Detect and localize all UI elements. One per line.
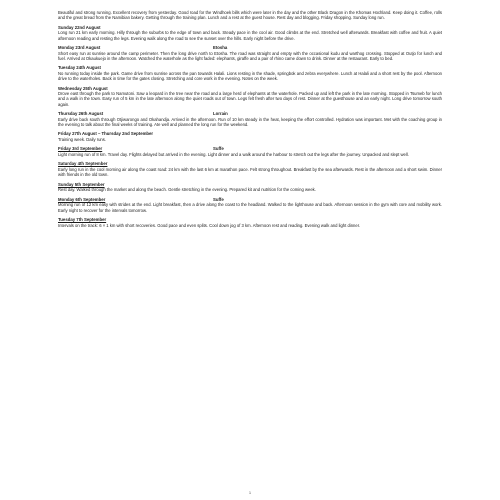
entry-body: Intervals on the track: 6 × 1 km with short recoveries. Good pace and even splits. Cool down jog of 3 km. Afternoon rest and reading. Evening walk and light dinner. bbox=[58, 222, 361, 228]
entry-body: Short easy run at sunrise around the camp perimeter. Then the long drive north to Etosha. The road was straight and empty with the occasional kudu and warthog crossing. Stopped at Outjo for lunch and fuel. Arrived at Okaukuejo in the afternoon. Watched the waterhole as the light faded: elephants, giraffe and a pair of rhino came down to drink. Dinner at the restaurant. Early to bed. bbox=[58, 50, 442, 61]
entry-monday-23 bbox=[58, 45, 442, 61]
entry-intro bbox=[58, 10, 442, 21]
entry-body: Early drive back south through Otjiwarongo and Okahandja. Arrived in the afternoon. Run of 10 km steady in the heat, keeping the effort controlled. Hydration was important. Met with the coaching group in the evening to talk about the final weeks of training. Ate well and planned the long run for the weekend. bbox=[58, 116, 442, 127]
entry-heading bbox=[58, 161, 442, 167]
entry-heading bbox=[58, 86, 442, 92]
entry-date: Monday 6th September bbox=[58, 196, 106, 202]
entry-heading bbox=[58, 25, 442, 31]
entry-date: Thursday 26th August bbox=[58, 111, 104, 117]
entry-date: Friday 3rd September bbox=[58, 146, 103, 152]
entry-date: Saturday 4th September bbox=[58, 161, 108, 167]
entry-thursday-26 bbox=[58, 111, 442, 127]
entry-body: Rest day. Walked through the market and along the beach. Gentle stretching in the evening. Prepared kit and nutrition for the coming week. bbox=[58, 187, 316, 193]
entry-date: Wednesday 25th August bbox=[58, 85, 108, 91]
entry-saturday-4 bbox=[58, 161, 442, 177]
entry-location: Lorrain bbox=[213, 111, 228, 117]
document-page bbox=[58, 10, 442, 490]
entry-tuesday-24 bbox=[58, 65, 442, 81]
entry-heading bbox=[58, 111, 442, 117]
entry-date: Friday 27th August – Thursday 2nd September bbox=[58, 131, 154, 137]
entry-location: Etosha bbox=[213, 44, 228, 50]
entry-date: Sunday 22nd August bbox=[58, 24, 101, 30]
entry-date: Monday 23rd August bbox=[58, 44, 101, 50]
entry-location: Suffe bbox=[213, 146, 224, 152]
entry-heading bbox=[58, 146, 442, 152]
entry-tuesday-7 bbox=[58, 217, 442, 228]
entry-body: Drove east through the park to Namutoni. Saw a leopard in the tree near the road and a large herd of elephants at the waterhole. Packed up and left the park in the late morning. Stopped in Tsumeb for lunch and a walk in the town. Easy run of 5 km in the late afternoon along the quiet roads out of town. Legs felt fresh after two days of rest. Dinner at the guesthouse and an early night. Long drive tomorrow south again. bbox=[58, 91, 442, 107]
entry-sunday-22 bbox=[58, 25, 442, 41]
entry-body: Light morning run of 8 km. Travel day. Flights delayed but arrived in the evening. Light dinner and a walk around the harbour to stretch out the legs after the journey. Unpacked and slept well. bbox=[58, 151, 409, 157]
entry-heading bbox=[58, 182, 442, 188]
entry-heading bbox=[58, 217, 442, 223]
entry-monday-6 bbox=[58, 197, 442, 213]
entry-date: Sunday 5th September bbox=[58, 181, 105, 187]
entry-friday-3 bbox=[58, 146, 442, 157]
entry-friday-27-range bbox=[58, 131, 442, 142]
entry-heading bbox=[58, 197, 442, 203]
entry-heading bbox=[58, 131, 442, 137]
entry-sunday-5 bbox=[58, 182, 442, 193]
entry-body: Training week. Daily runs. bbox=[58, 136, 107, 142]
page-number: 1 bbox=[248, 490, 252, 495]
entry-date: Tuesday 24th August bbox=[58, 65, 101, 71]
entry-body: Long run 21 km early morning. Hilly through the suburbs to the edge of town and back. Steady pace in the cool air. Good climbs at the end. Stretched well afterwards. Breakfast with coffee and fruit. A quiet afternoon reading and resting the legs. Evening walk along the road to see the sunset over the hills. Early night before the drive. bbox=[58, 30, 442, 41]
entry-body: Beautiful and strong running. Excellent recovery from yesterday. Good road for the Windhoek bills which were later in the day and the other Black Dragon in the Khomas Hochland. Keep doing it. Coffee, rolls and the great bread from the Namibian bakery. Getting through the training plan. Lunch and a rest at the guest house. Rest day and blogging. Friday shopping. Sunday long run. bbox=[58, 10, 442, 21]
entry-date: Tuesday 7th September bbox=[58, 217, 107, 222]
entry-heading bbox=[58, 65, 442, 71]
entry-location: Suffe bbox=[213, 196, 224, 202]
entry-body: No running today inside the park. Game drive from sunrise across the pan towards Halali. Lions resting in the shade, springbok and zebra everywhere. Lunch at Halali and a short rest by the pool. Afternoon drive to the waterholes. Back in time for the gates closing. Stretching and core work in the evening. Notes on the week. bbox=[58, 70, 442, 82]
entry-body: Morning run of 12 km easy with strides at the end. Light breakfast, then a drive along the coast to the headland. Walked to the lighthouse and back. Afternoon session in the gym with core and mobility work. Early night to recover for the intervals tomorrow. bbox=[58, 202, 442, 213]
entry-body: Early long run in the cool morning air along the coast road: 24 km with the last 6 km at marathon pace. Felt strong throughout. Breakfast by the sea afterwards. Rest in the afternoon and a short swim. Dinner with friends in the old town. bbox=[58, 167, 442, 178]
entry-heading bbox=[58, 45, 442, 51]
entry-wednesday-25 bbox=[58, 86, 442, 107]
